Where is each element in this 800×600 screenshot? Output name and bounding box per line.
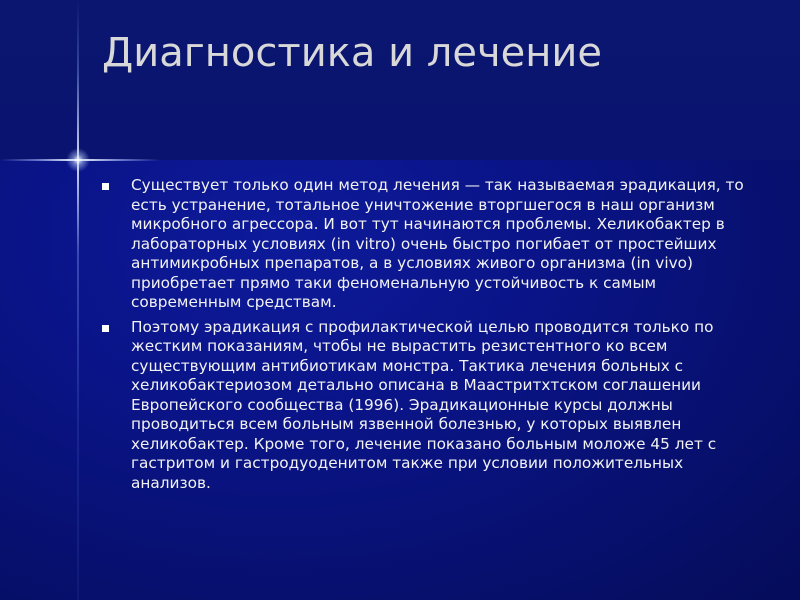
bullet-list xyxy=(100,176,760,498)
bullet-text: Существует только один метод лечения — так называемая эрадикация, то есть устранение, тотальное уничтожение вторгшегося в наш организм микробного агрессора. И вот тут начинаются проблемы. Хеликобактер в лабораторных условиях (in vitro) очень быстро погибает от простейших антимикробных препаратов, а в условиях живого организма (in vivo) приобретает прямо таки феноменальную устойчивость к самым современным средствам. xyxy=(131,176,744,311)
bullet-text: Поэтому эрадикация с профилактической целью проводится только по жестким показаниям, чтобы не вырастить резистентного ко всем существующим антибиотикам монстра. Тактика лечения больных с хеликобактериозом детально описана в Маастритхтском соглашении Европейского сообщества (1996). Эрадикационные курсы должны проводиться всем больным язвенной болезнью, у которых выявлен хеликобактер. Кроме того, лечение показано больным моложе 45 лет с гастритом и гастродуоденитом также при условии положительных анализов. xyxy=(131,317,717,492)
star-flare-icon xyxy=(66,148,90,172)
bullet-item xyxy=(100,176,760,313)
bullet-item xyxy=(100,318,760,494)
title-band xyxy=(0,0,800,160)
star-flare-vertical xyxy=(77,0,79,600)
square-bullet-icon xyxy=(102,183,109,190)
square-bullet-icon xyxy=(102,325,109,332)
slide-title: Диагностика и лечение xyxy=(102,30,602,76)
